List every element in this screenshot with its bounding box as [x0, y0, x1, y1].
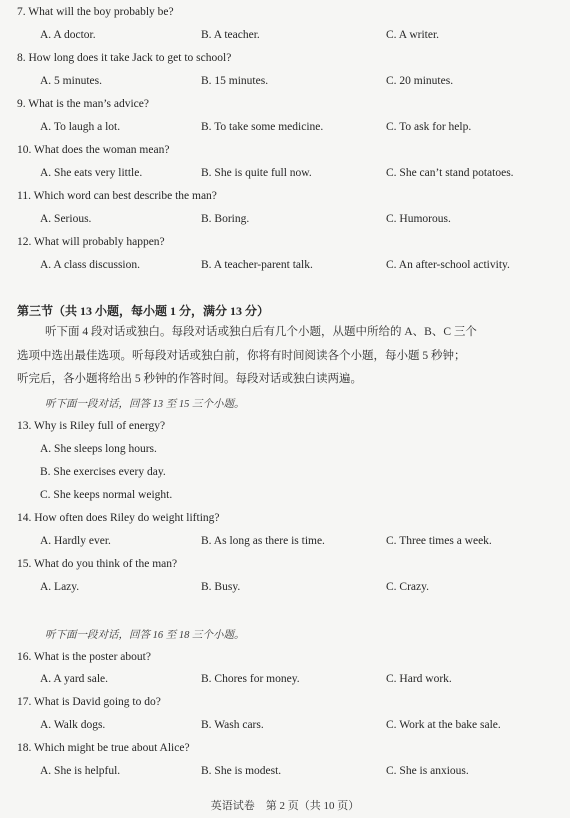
option-a: A. Walk dogs. [40, 719, 106, 731]
option-b: B. Chores for money. [201, 673, 300, 685]
option-b: B. To take some medicine. [201, 121, 324, 133]
question-stem: 9. What is the man’s advice? [17, 98, 149, 110]
handwritten-note: 听下面一段对话，回答 13 至 15 三个小题。 [45, 399, 245, 410]
option-c: C. She can’t stand potatoes. [386, 167, 514, 179]
option-a: A. She eats very little. [40, 167, 143, 179]
handwritten-note: 听下面一段对话，回答 16 至 18 三个小题。 [45, 630, 245, 641]
option-b: B. Busy. [201, 581, 241, 593]
question-stem: 17. What is David going to do? [17, 696, 161, 708]
question-stem: 10. What does the woman mean? [17, 144, 170, 156]
option-a: A. 5 minutes. [40, 75, 102, 87]
option-a: A. To laugh a lot. [40, 121, 121, 133]
instruction-line-1: 听下面 4 段对话或独白。每段对话或独白后有几个小题，从题中所给的 A、B、C 三个 [45, 326, 477, 338]
option-a: A. A yard sale. [40, 673, 109, 685]
option-a: A. A doctor. [40, 29, 96, 41]
option-a: A. She is helpful. [40, 765, 121, 777]
option-c: C. To ask for help. [386, 121, 472, 133]
option-c: C. Crazy. [386, 581, 430, 593]
option-c: C. A writer. [386, 29, 440, 41]
option-c: C. Three times a week. [386, 535, 492, 547]
page-footer: 英语试卷 第 2 页（共 10 页） [210, 800, 360, 812]
option-a: A. She sleeps long hours. [40, 443, 157, 455]
option-b: B. She is modest. [201, 765, 282, 777]
option-b: B. Wash cars. [201, 719, 264, 731]
section-title: 第三节（共 13 小题，每小题 1 分，满分 13 分） [17, 304, 270, 318]
question-stem: 11. Which word can best describe the man? [17, 190, 217, 202]
question-stem: 14. How often does Riley do weight lifting? [17, 512, 220, 524]
option-b: B. A teacher. [201, 29, 260, 41]
question-stem: 8. How long does it take Jack to get to school? [17, 52, 232, 64]
instruction-line-2: 选项中选出最佳选项。听每段对话或独白前，你将有时间阅读各个小题，每小题 5 秒钟； [17, 350, 466, 362]
option-a: A. Lazy. [40, 581, 80, 593]
option-b: B. She is quite full now. [201, 167, 312, 179]
question-stem: 15. What do you think of the man? [17, 558, 178, 570]
option-a: A. Hardly ever. [40, 535, 111, 547]
question-stem: 16. What is the poster about? [17, 651, 151, 663]
option-c: C. 20 minutes. [386, 75, 454, 87]
question-stem: 7. What will the boy probably be? [17, 6, 174, 18]
option-b: B. Boring. [201, 213, 250, 225]
question-stem: 18. Which might be true about Alice? [17, 742, 190, 754]
option-c: C. Hard work. [386, 673, 452, 685]
option-b: B. She exercises every day. [40, 466, 166, 478]
option-c: C. She keeps normal weight. [40, 489, 173, 501]
instruction-line-3: 听完后，各小题将给出 5 秒钟的作答时间。每段对话或独白读两遍。 [17, 373, 362, 385]
option-c: C. Work at the bake sale. [386, 719, 501, 731]
option-b: B. As long as there is time. [201, 535, 325, 547]
option-c: C. Humorous. [386, 213, 451, 225]
option-c: C. She is anxious. [386, 765, 469, 777]
option-a: A. Serious. [40, 213, 92, 225]
option-c: C. An after-school activity. [386, 259, 510, 271]
question-stem: 12. What will probably happen? [17, 236, 165, 248]
question-stem: 13. Why is Riley full of energy? [17, 420, 166, 432]
option-b: B. A teacher-parent talk. [201, 259, 313, 271]
option-b: B. 15 minutes. [201, 75, 269, 87]
option-a: A. A class discussion. [40, 259, 140, 271]
